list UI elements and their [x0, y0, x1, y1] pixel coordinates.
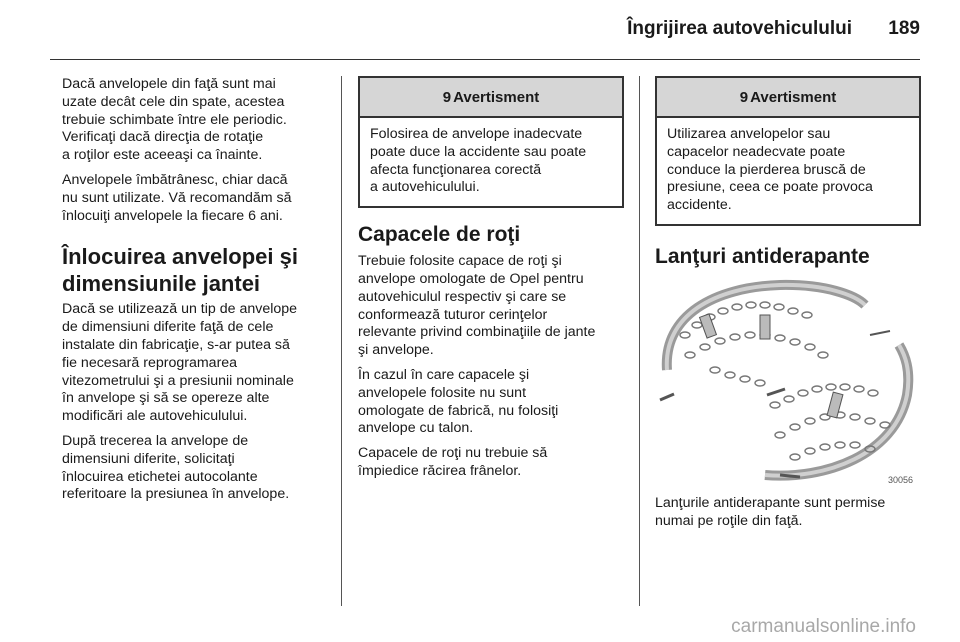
snow-chain-illustration: [655, 275, 915, 487]
section-heading: Lanţuri antiderapante: [655, 244, 870, 268]
page-number: 189: [888, 18, 920, 39]
paragraph: Dacă se utilizează un tip de anvelope de dimensiuni diferite faţă de cele instalate din fabricaţie, s-ar putea să fie necesară reprogramarea vitezometrului şi a presiunii nominale în anvelope şi să se opereze alte modificări ale autovehiculului.: [62, 301, 298, 425]
figure-number: 30056: [887, 474, 913, 485]
paragraph: Trebuie folosite capace de roţi şi anvelope omologate de Opel pentru autovehiculul respectiv şi care se conformează tuturor cerinţelor relevante privind combinaţiile de jante şi anvelope.: [358, 253, 596, 359]
paragraph: În cazul în care capacele şi anvelopele folosite nu sunt omologate de fabrică, nu folosiţi anvelope cu talon.: [358, 366, 559, 437]
header-divider: [50, 59, 920, 60]
warning-text: Folosirea de anvelope inadecvate poate duce la accidente sau poate afecta funcţionarea corectă a autovehiculului.: [370, 126, 587, 196]
column-left: [62, 76, 332, 511]
warning-header: [360, 78, 622, 118]
column-right: [655, 76, 920, 538]
paragraph: Dacă anvelopele din faţă sunt mai uzate decât cele din spate, acestea trebuie schimbate între ele periodic. Verificaţi dacă direcţia de rotaţie a roţilor este aceeaşi ca înainte.: [62, 76, 287, 164]
paragraph: Lanţurile antiderapante sunt permise numai pe roţile din faţă.: [655, 494, 886, 529]
warning-header: [657, 78, 919, 118]
column-divider: [341, 76, 342, 606]
paragraph: După trecerea la anvelope de dimensiuni diferite, solicitaţi înlocuirea etichetei autocolante referitoare la presiunea în anvelope.: [62, 432, 290, 503]
column-divider: [639, 76, 640, 606]
paragraph: Capacele de roţi nu trebuie să împiedice răcirea frânelor.: [358, 445, 548, 479]
section-heading: Capacele de roţi: [358, 223, 521, 247]
warning-text: Utilizarea anvelopelor sau capacelor neadecvate poate conduce la pierderea bruscă de presiune, ceea ce poate provoca accidente.: [667, 126, 873, 214]
warning-icon: 9: [739, 88, 749, 106]
paragraph: Anvelopele îmbătrânesc, chiar dacă nu sunt utilizate. Vă recomandăm să înlocuiţi anvelopele la fiecare 6 ani.: [62, 171, 292, 224]
page-header: [0, 0, 960, 60]
section-heading: Înlocuirea anvelopei şi dimensiunile jantei: [62, 244, 298, 297]
watermark: carmanualsonline.info: [731, 616, 916, 637]
column-middle: [358, 76, 624, 488]
warning-box: [655, 76, 921, 226]
warning-title: Avertisment: [750, 88, 837, 106]
section-title: Îngrijirea autovehiculului: [627, 18, 852, 39]
warning-box: [358, 76, 624, 208]
warning-icon: 9: [442, 88, 452, 106]
snow-chain-drawing: [655, 275, 915, 487]
warning-title: Avertisment: [453, 88, 540, 106]
